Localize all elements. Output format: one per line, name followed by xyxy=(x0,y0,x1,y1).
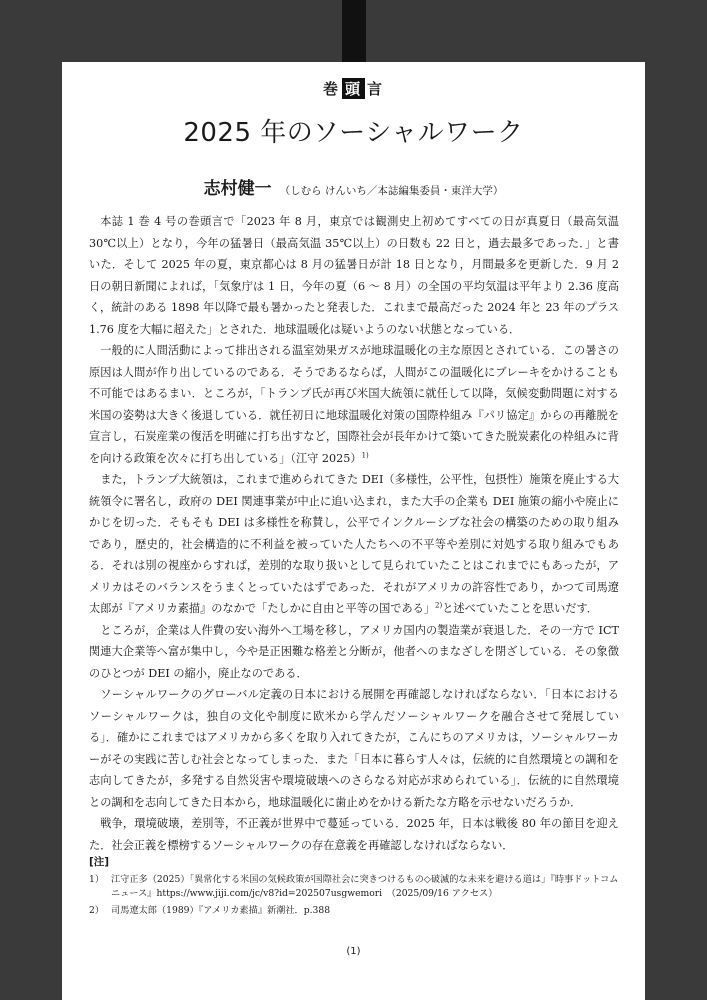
note-item xyxy=(89,873,619,901)
section-label-left: 巻 xyxy=(322,80,340,98)
note-number: 2） xyxy=(89,905,105,916)
footnote-ref: 1) xyxy=(361,450,369,459)
section-label xyxy=(0,78,707,99)
page-number: (1) xyxy=(346,946,361,957)
section-label-mid: 頭 xyxy=(342,78,365,99)
note-text: 江守正多（2025）「異常化する米国の気候政策が国際社会に突きつけるもの◇破滅的な未来を避ける道は」『時事ドットコムニュース』https://www.jiji.com/jc/v8?id=202507usgwemori （2025/09/16 アクセス） xyxy=(111,874,619,899)
section-label-right: 言 xyxy=(367,80,385,98)
paragraph: 一般的に人間活動によって排出される温室効果ガスが地球温暖化の主な原因とされている．この暑さの原因は人間が作り出しているのである．そうであるならば，人間がこの温暖化にブレーキをかけることも不可能ではあるまい．ところが，「トランプ氏が再び米国大統領に就任して以降，気候変動問題に対する米国の姿勢は大きく後退している．就任初日に地球温暖化対策の国際枠組み『パリ協定』からの再離脱を宣言し，石炭産業の復活を明確に打ち出すなど，国際社会が長年かけて築いてきた脱炭素化の枠組みに背を向ける政策を次々に打ち出している」（江守 2025）$^{1)}$ xyxy=(89,344,619,465)
paragraph: また，トランプ大統領は，これまで進められてきた DEI（多様性，公平性，包摂性）施策を廃止する大統領令に署名し，政府の DEI 関連事業が中止に追い込まれ，また大手の企業も DEI 施策の縮小や廃止にかじを切った．そもそも DEI は多様性を称賛し，公平でインクルーシブな社会の構築のための取り組みであり，歴史的，社会構造的に不利益を被っていた人たちへの不平等や差別に対処する取り組みでもある．それは別の視座からすれば，差別的な取り扱いとして見られていたことはこれまでにもあったが，アメリカはそのバランスをうまくとっていたはずであった．それがアメリカの許容性であり，かつて司馬遼太郎が『アメリカ素描』のなかで「たしかに自由と平等の国である」$^{2)}$と述べていたことを思いだす． xyxy=(89,473,619,615)
paragraph: 戦争，環境破壊，差別等，不正義が世界中で蔓延っている．2025 年，日本は戦後 80 年の節目を迎えた．社会正義を標榜するソーシャルワークの存在意義を再確認しなければならない． xyxy=(89,817,619,852)
header-tab xyxy=(342,0,366,62)
author-line xyxy=(0,174,707,199)
paragraph: ソーシャルワークのグローバル定義の日本における展開を再確認しなければならない．「日本におけるソーシャルワークは，独自の文化や制度に欧米から学んだソーシャルワークを融合させて発展している」．確かにこれまではアメリカから多くを取り入れてきたが，こんにちのアメリカは，ソーシャルワーカーがその実践に苦しむ社会となってしまった．また「日本に暮らす人々は，伝統的に自然環境との調和を志向してきたが，多発する自然災害や環境破壊へのさらなる対応が求められている」．伝統的に自然環境との調和を志向してきた日本から，地球温暖化に歯止めをかける新たな方略を示せないだろうか． xyxy=(89,688,619,809)
paragraph: 本誌 1 巻 4 号の巻頭言で「2023 年 8 月，東京では観測史上初めてすべての日が真夏日（最高気温 30℃以上）となり，今年の猛暑日（最高気温 35℃以上）の日数も 22 日と，過去最多であった．」と書いた．そして 2025 年の夏，東京都心は 8 月の猛暑日が計 18 日となり，月間最多を更新した．9 月 2 日の朝日新聞によれば，「気象庁は 1 日，今年の夏（6 ～ 8 月）の全国の平均気温は平年より 2.36 度高く，統計のある 1898 年以降で最も暑かったと発表した．これまで最高だった 2024 年と 23 年のプラス 1.76 度を大幅に超えた」とされた．地球温暖化は疑いようのない状態となっている． xyxy=(89,215,619,336)
paragraph: ところが，企業は人件費の安い海外へ工場を移し，アメリカ国内の製造業が衰退した．その一方で ICT 関連大企業等へ富が集中し，今や是正困難な格差と分断が，他者へのまなざしを閉ざしている．その象徴のひとつが DEI の縮小，廃止なのである． xyxy=(89,623,619,680)
note-text: 司馬遼太郎（1989）『アメリカ素描』新潮社．p.388 xyxy=(111,905,331,916)
notes-section xyxy=(89,855,619,921)
note-number: 1） xyxy=(89,874,105,885)
author-affiliation: （しむら けんいち／本誌編集委員・東洋大学） xyxy=(279,185,504,197)
footnote-ref: 2) xyxy=(435,601,443,610)
author-name: 志村健一 xyxy=(203,179,272,199)
notes-title: [注] xyxy=(89,856,110,868)
article-body xyxy=(89,211,619,856)
page-title: 2025 年のソーシャルワーク xyxy=(183,118,524,148)
note-item xyxy=(89,904,619,918)
